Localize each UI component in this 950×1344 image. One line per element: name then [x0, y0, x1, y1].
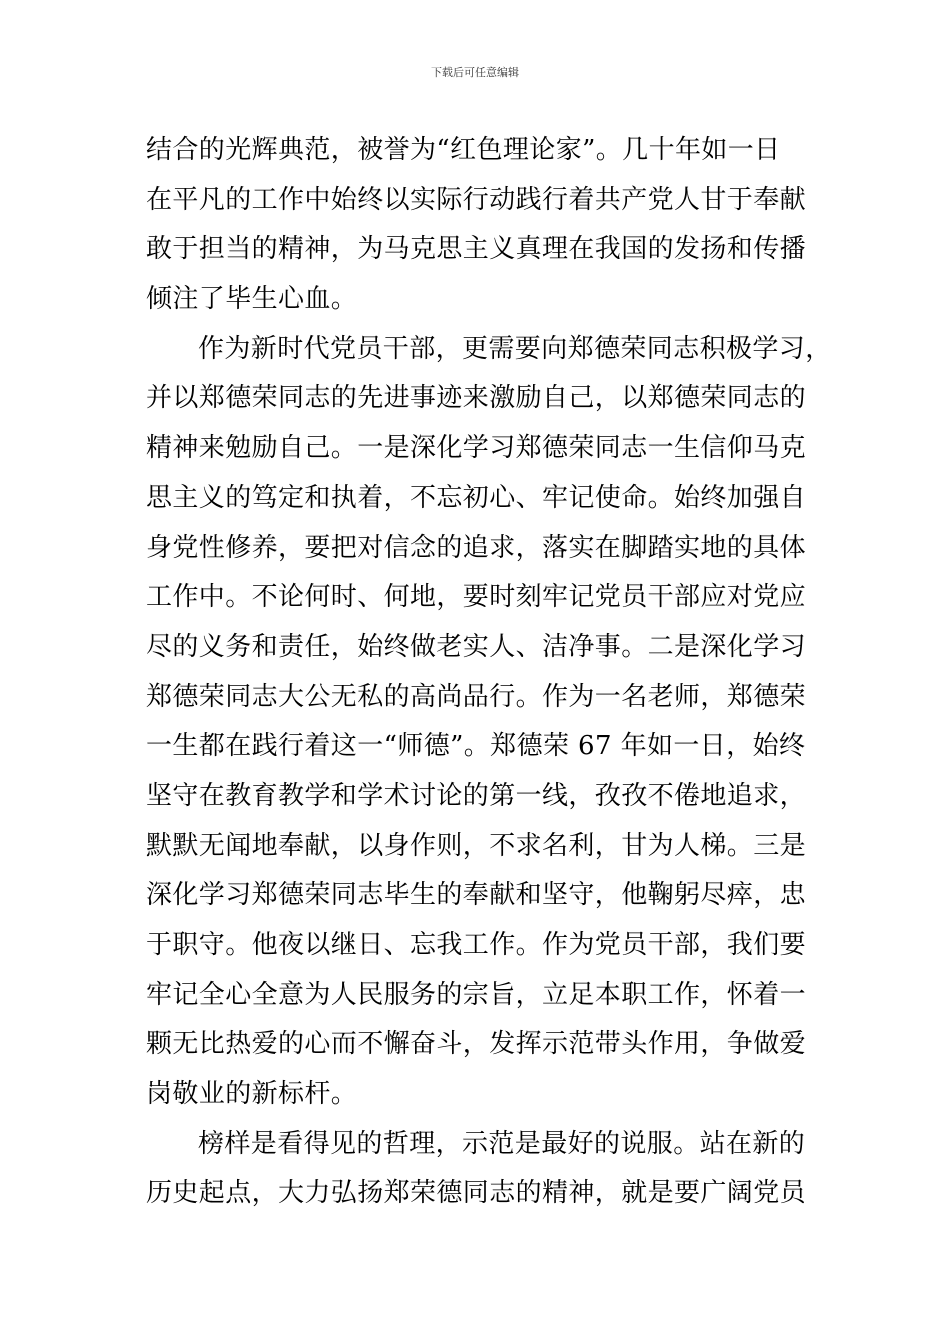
text-line: 工作中。不论何时、何地，要时刻牢记党员干部应对党应 [146, 582, 807, 613]
text-line: 坚守在教育教学和学术讨论的第一线，孜孜不倦地追求， [146, 780, 807, 811]
text-line: 结合的光辉典范，被誉为“红色理论家”。几十年如一日 [146, 135, 781, 165]
text-line: 尽的义务和责任，始终做老实人、洁净事。二是深化学习 [146, 631, 807, 662]
text-line: 一生都在践行着这一“师德”。郑德荣 67 年如一日，始终 [146, 731, 806, 762]
text-line: 颗无比热爱的心而不懈奋斗，发挥示范带头作用，争做爱 [146, 1029, 807, 1060]
text-line: 郑德荣同志大公无私的高尚品行。作为一名老师，郑德荣 [146, 681, 807, 712]
paragraph-start-line: 作为新时代党员干部，更需要向郑德荣同志积极学习， [198, 333, 832, 364]
text-line: 敢于担当的精神，为马克思主义真理在我国的发扬和传播 [146, 234, 807, 265]
text-line: 岗敬业的新标杆。 [146, 1079, 358, 1110]
text-line: 深化学习郑德荣同志毕生的奉献和坚守，他鞠躬尽瘁，忠 [146, 880, 807, 911]
text-line: 默默无闻地奉献，以身作则，不求名利，甘为人梯。三是 [146, 830, 807, 861]
page-header: 下载后可任意编辑 [431, 66, 519, 79]
text-line: 倾注了毕生心血。 [146, 284, 358, 315]
text-line: 身党性修养，要把对信念的追求，落实在脚踏实地的具体 [146, 532, 807, 563]
paragraph-start-line: 榜样是看得见的哲理，示范是最好的说服。站在新的 [198, 1128, 806, 1159]
text-line: 精神来勉励自己。一是深化学习郑德荣同志一生信仰马克 [146, 433, 807, 464]
text-line: 思主义的笃定和执着，不忘初心、牢记使命。始终加强自 [146, 482, 807, 513]
text-line: 牢记全心全意为人民服务的宗旨，立足本职工作，怀着一 [146, 979, 807, 1010]
document-body [146, 126, 832, 1219]
text-line: 于职守。他夜以继日、忘我工作。作为党员干部，我们要 [146, 930, 807, 960]
text-line: 并以郑德荣同志的先进事迹来激励自己，以郑德荣同志的 [146, 383, 807, 414]
text-line: 历史起点，大力弘扬郑荣德同志的精神，就是要广阔党员 [146, 1178, 807, 1209]
text-line: 在平凡的工作中始终以实际行动践行着共产党人甘于奉献 [146, 184, 807, 215]
